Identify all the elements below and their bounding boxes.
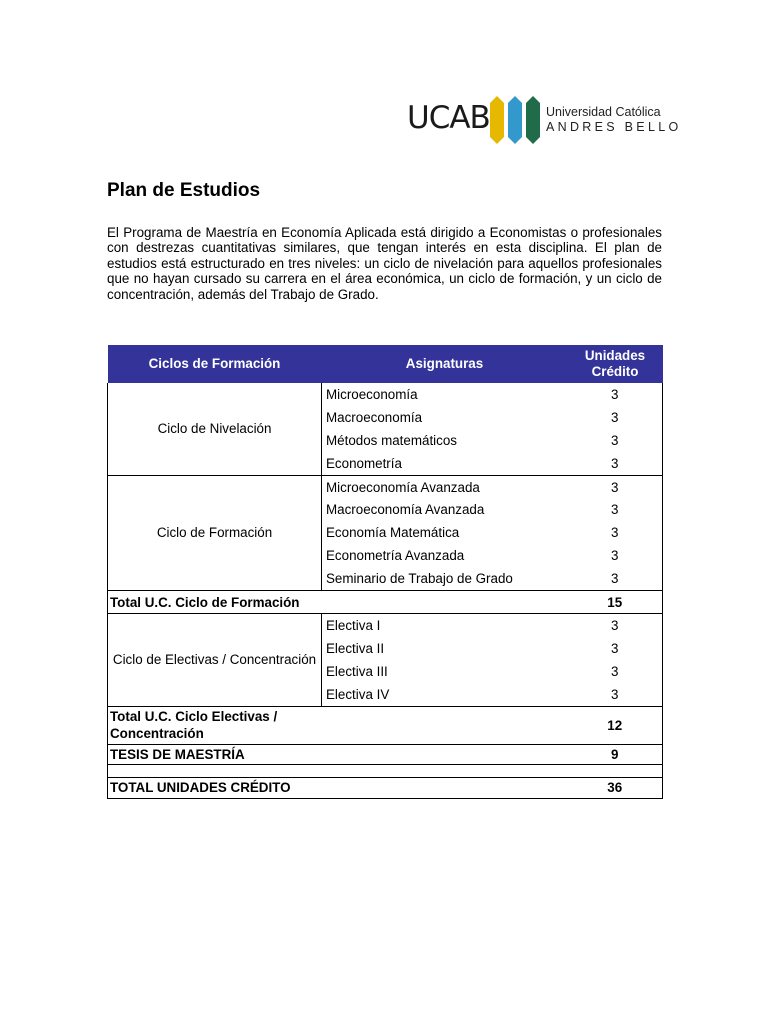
credit-cell: 3: [568, 406, 663, 429]
subject-cell: Electiva I: [322, 614, 568, 637]
table-row: [108, 475, 663, 498]
subject-cell: Econometría Avanzada: [322, 544, 568, 567]
grand-total-value: 36: [568, 777, 663, 798]
cycle-label-electivas: Ciclo de Electivas / Concentración: [108, 614, 322, 707]
subject-cell: Electiva IV: [322, 683, 568, 706]
credit-cell: 3: [568, 660, 663, 683]
table-row-tesis: [108, 744, 663, 764]
spacer-row: [108, 764, 663, 777]
total-formacion-value: 15: [568, 591, 663, 614]
cycle-label-nivelacion: Ciclo de Nivelación: [108, 383, 322, 475]
credit-cell: 3: [568, 614, 663, 637]
table-row-grand-total: [108, 777, 663, 798]
subject-cell: Microeconomía: [322, 383, 568, 406]
credit-cell: 3: [568, 498, 663, 521]
subject-cell: Electiva III: [322, 660, 568, 683]
credit-cell: 3: [568, 683, 663, 706]
grand-total-label: TOTAL UNIDADES CRÉDITO: [108, 777, 568, 798]
empty-cell: [322, 706, 568, 744]
table-row: [108, 614, 663, 637]
subject-cell: Macroeconomía Avanzada: [322, 498, 568, 521]
header-asignaturas: Asignaturas: [322, 345, 568, 383]
subject-cell: Microeconomía Avanzada: [322, 475, 568, 498]
subject-cell: Seminario de Trabajo de Grado: [322, 567, 568, 590]
header-unidades: Unidades Crédito: [568, 345, 663, 383]
credit-cell: 3: [568, 521, 663, 544]
study-plan-table: [107, 345, 663, 799]
logo-andres-bello: ANDRES BELLO: [546, 120, 682, 134]
subject-cell: Electiva II: [322, 637, 568, 660]
tesis-label: TESIS DE MAESTRÍA: [108, 744, 568, 764]
table-row: [108, 383, 663, 406]
credit-cell: 3: [568, 475, 663, 498]
logo-university-name: Universidad Católica: [546, 105, 661, 119]
tesis-value: 9: [568, 744, 663, 764]
intro-paragraph: El Programa de Maestría en Economía Aplicada está dirigido a Economistas o profesionales con destrezas cuantitativas similares, que tengan interés en esta disciplina. El plan de estudios está estructurado en tres niveles: un ciclo de nivelación para aquellos profesionales que no hayan cursado su carrera en el área económica, un ciclo de formación, y un ciclo de concentración, además del Trabajo de Grado.: [107, 225, 662, 302]
ucab-logo: [407, 92, 682, 148]
total-formacion-label: Total U.C. Ciclo de Formación: [108, 591, 568, 614]
header-ciclos: Ciclos de Formación: [108, 345, 322, 383]
credit-cell: 3: [568, 567, 663, 590]
total-electivas-value: 12: [568, 706, 663, 744]
subject-cell: Economía Matemática: [322, 521, 568, 544]
table-row-total-formacion: [108, 591, 663, 614]
cycle-label-formacion: Ciclo de Formación: [108, 475, 322, 590]
logo-emblem-icon: [488, 94, 544, 146]
total-electivas-label: Total U.C. Ciclo Electivas / Concentración: [108, 706, 322, 744]
table-row-total-electivas: [108, 706, 663, 744]
credit-cell: 3: [568, 429, 663, 452]
subject-cell: Métodos matemáticos: [322, 429, 568, 452]
logo-wordmark: UCAB: [407, 100, 490, 136]
credit-cell: 3: [568, 544, 663, 567]
table-header-row: [108, 345, 663, 383]
credit-cell: 3: [568, 637, 663, 660]
subject-cell: Macroeconomía: [322, 406, 568, 429]
credit-cell: 3: [568, 452, 663, 475]
page-title: Plan de Estudios: [107, 180, 261, 201]
subject-cell: Econometría: [322, 452, 568, 475]
credit-cell: 3: [568, 383, 663, 406]
